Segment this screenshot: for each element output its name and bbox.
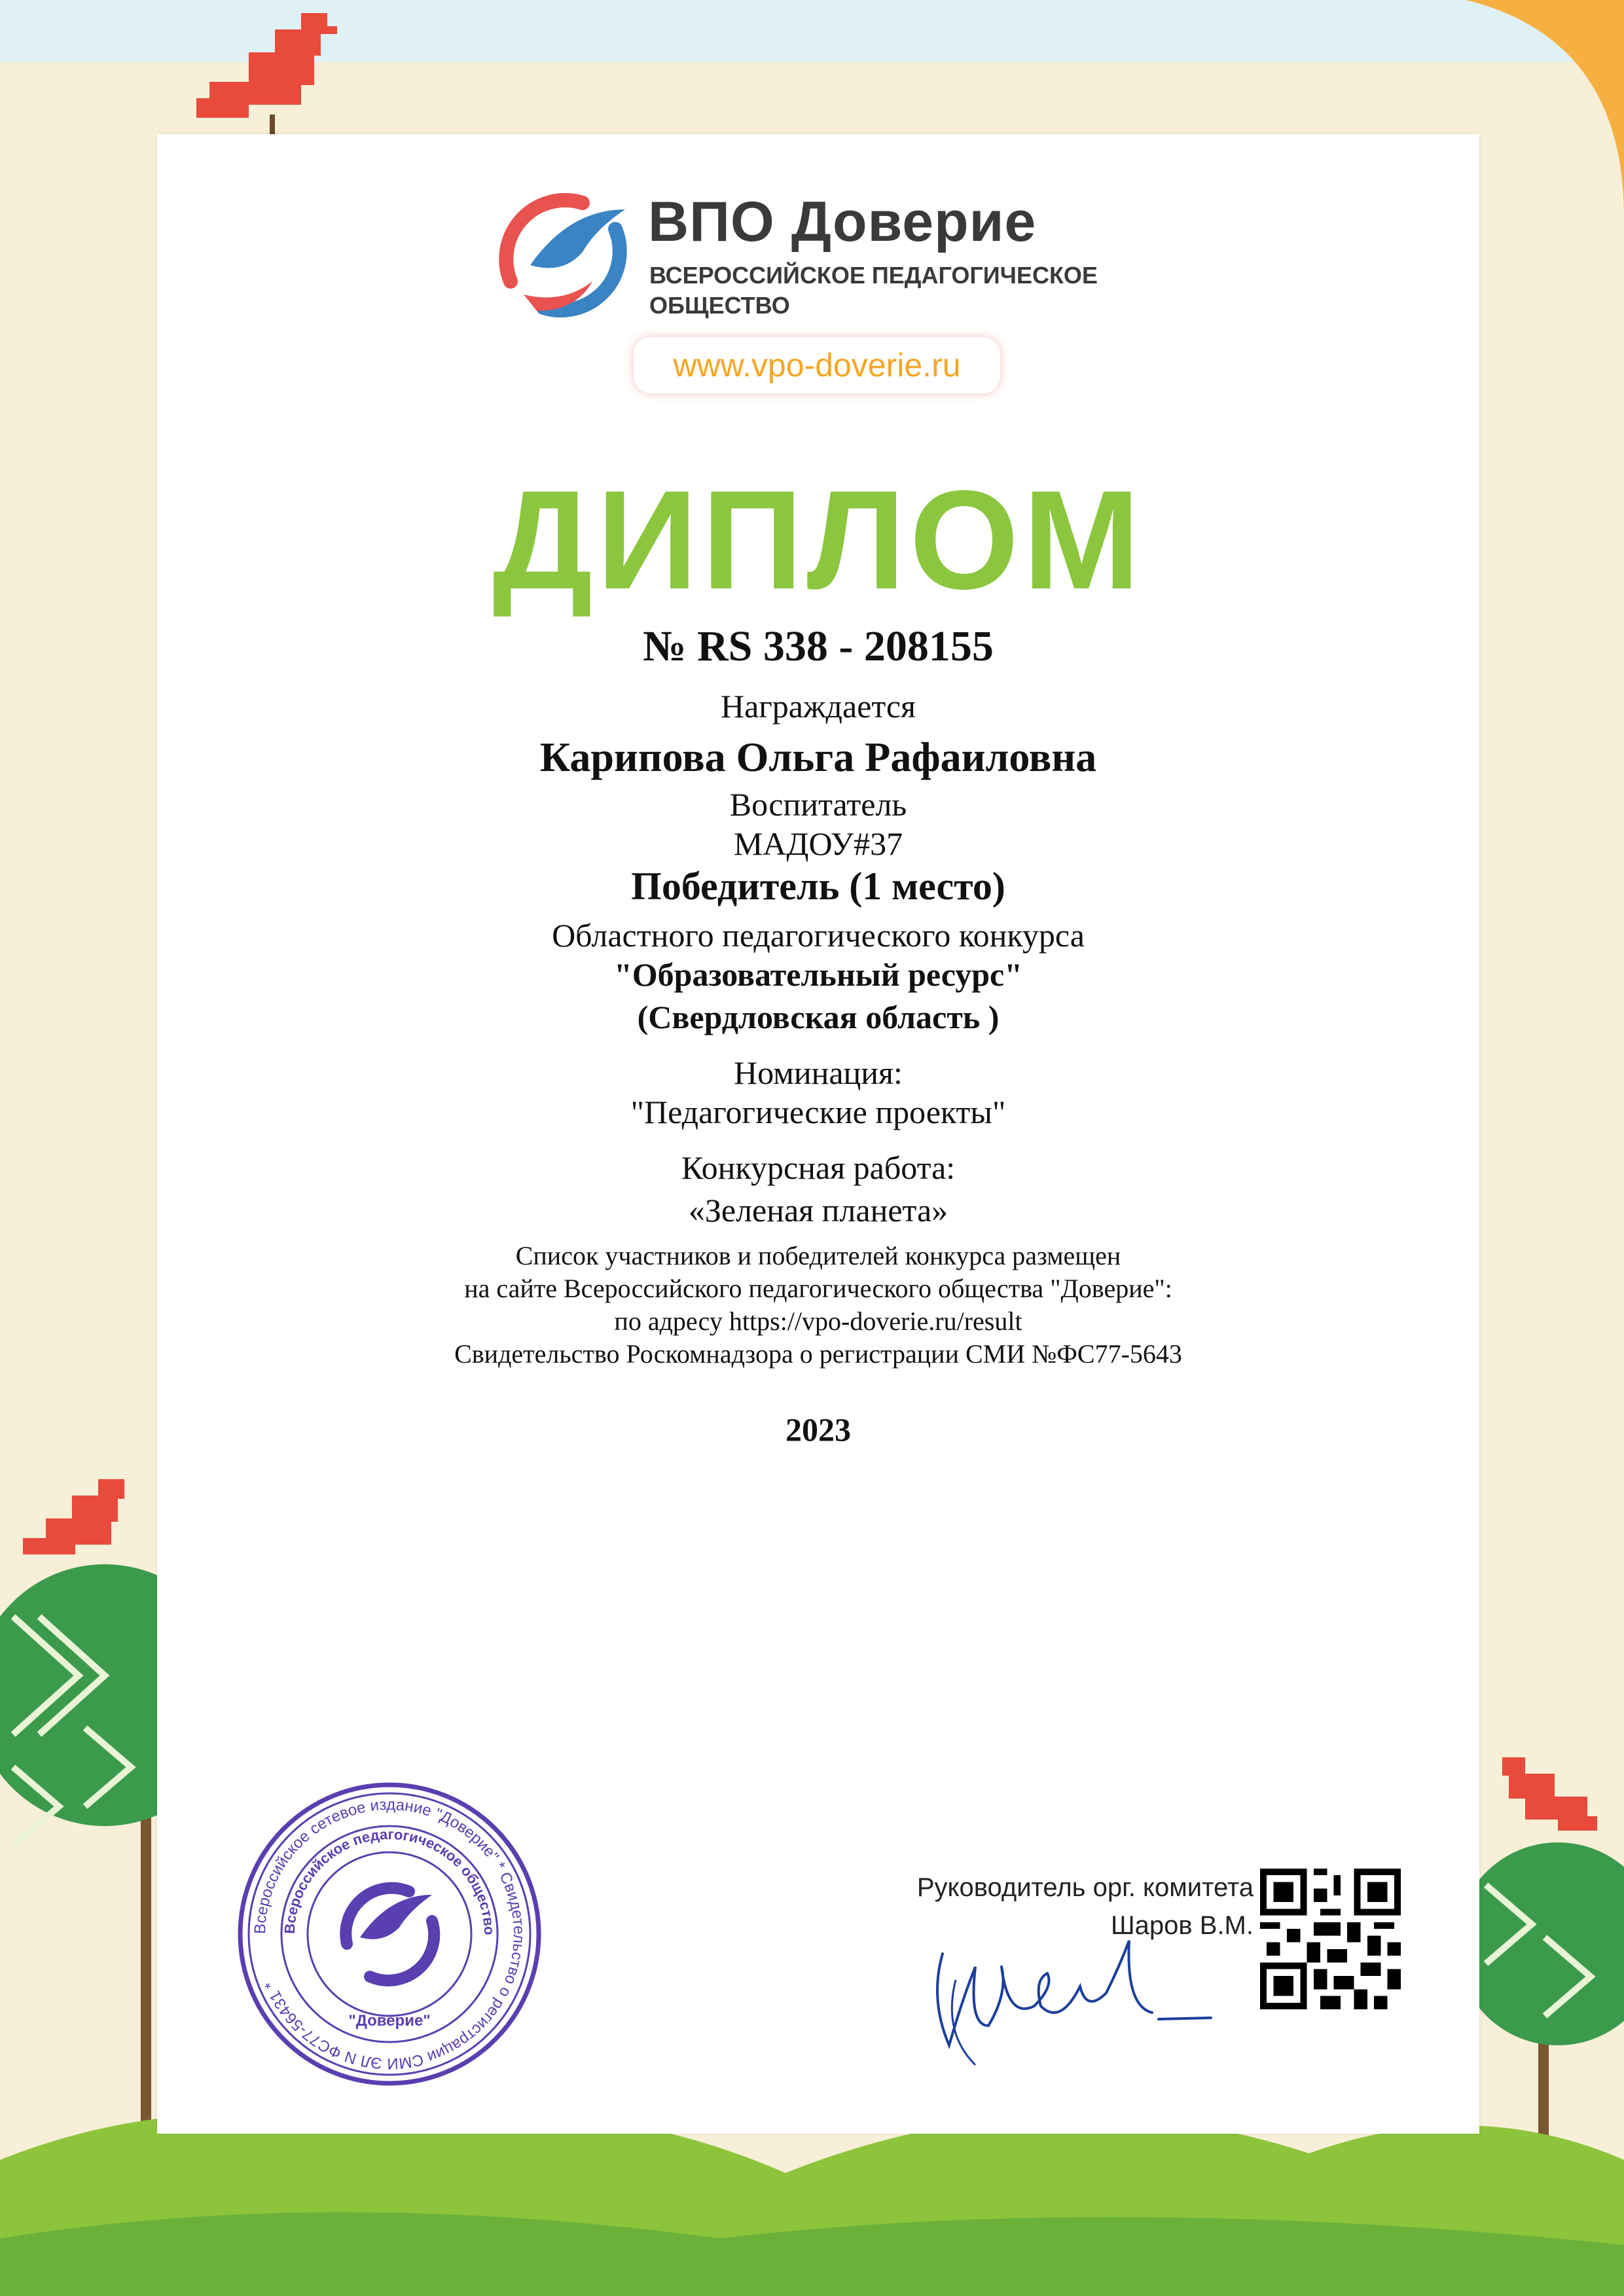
website-link[interactable]: www.vpo-doverie.ru [634, 337, 1000, 393]
signature-role: Руководитель орг. комитета [916, 1873, 1254, 1902]
contest-name: "Образовательный ресурс" [613, 956, 1023, 993]
seal-center-text: "Доверие" [348, 2012, 431, 2030]
dove-hands-icon [484, 183, 641, 327]
brand-subtitle: ВСЕРОССИЙСКОЕ ПЕДАГОГИЧЕСКОЕ ОБЩЕСТВО [649, 262, 1098, 319]
brand-title: ВПО Доверие [648, 190, 1037, 253]
work-label: Конкурсная работа: [681, 1149, 956, 1186]
diploma-number: № RS 338 - 208155 [643, 622, 994, 670]
contest-region: (Свердловская область ) [637, 999, 1000, 1035]
signature-name: Шаров В.М. [1111, 1911, 1254, 1940]
recipient-position: Воспитатель [729, 786, 907, 823]
diploma-heading: ДИПЛОМ [492, 461, 1144, 619]
contest-line: Областного педагогического конкурса [552, 917, 1085, 954]
note-line-2: на сайте Всероссийского педагогического общества "Доверие": [464, 1274, 1172, 1303]
seal-outer-text: Всероссийское сетевое издание "Доверие" * Свидетельство о регистрации СМИ ЭЛ N ФС77-56431 * [251, 1795, 528, 2073]
seal-dove-icon [346, 1888, 434, 1981]
note-line-3: по адресу https://vpo-doverie.ru/result [614, 1306, 1022, 1336]
seal-inner-text: Всероссийское педагогическое общество [281, 1825, 498, 1935]
note-line-1: Список участников и победителей конкурса размещен [515, 1241, 1121, 1270]
official-seal [236, 1780, 543, 2088]
nomination-label: Номинация: [734, 1054, 903, 1091]
handwritten-signature [903, 1914, 1244, 2085]
bird-left-icon [23, 1479, 124, 1554]
year: 2023 [785, 1411, 851, 1448]
diploma-sheet [157, 134, 1479, 2134]
award-result: Победитель (1 место) [631, 865, 1005, 908]
brand-logo [484, 183, 1204, 353]
qr-code[interactable] [1260, 1869, 1401, 2009]
bird-right-icon [1502, 1757, 1597, 1831]
awarded-label: Награждается [720, 688, 916, 725]
nomination-value: "Педагогические проекты" [630, 1094, 1006, 1130]
note-line-4: Свидетельство Роскомнадзора о регистрации СМИ №ФС77-5643 [454, 1339, 1182, 1369]
recipient-organization: МАДОУ#37 [733, 825, 903, 862]
recipient-name: Карипова Ольга Рафаиловна [539, 734, 1097, 780]
work-title: «Зеленая планета» [688, 1192, 948, 1229]
